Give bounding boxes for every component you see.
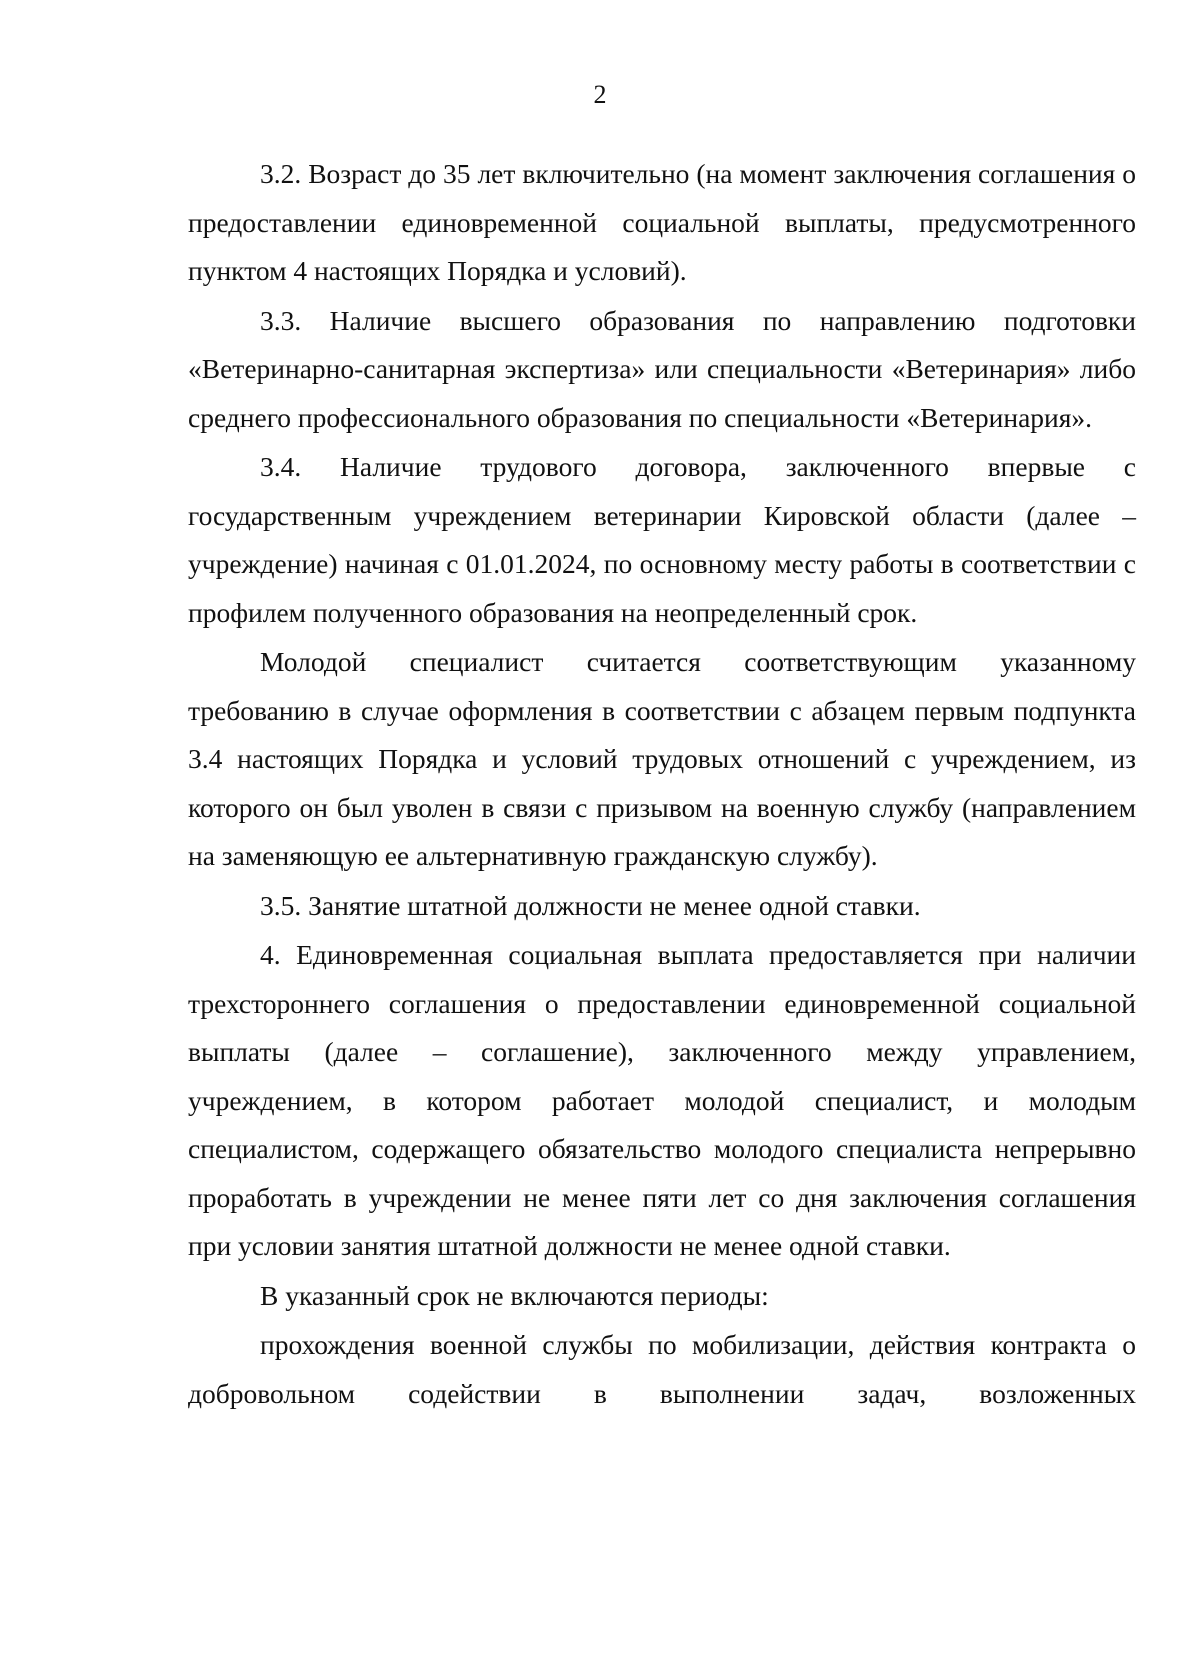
paragraph-3-2: 3.2. Возраст до 35 лет включительно (на момент заключения соглашения о предоставлении единовременной социальной выплаты, предусмотренного пунктом 4 настоящих Порядка и условий). (188, 158, 1136, 286)
document-body (188, 150, 1136, 1418)
page-number: 2 (593, 80, 607, 109)
paragraph-3-3: 3.3. Наличие высшего образования по направлению подготовки «Ветеринарно-санитарная экспертиза» или специальности «Ветеринария» либо среднего профессионального образования по специальности «Ветеринария». (188, 304, 1136, 433)
paragraph-4: 4. Единовременная социальная выплата предоставляется при наличии трехстороннего соглашения о предоставлении единовременной социальной выплаты (далее – соглашение), заключенного между управлением, учреждением, в котором работает молодой специалист, и молодым специалистом, содержащего обязательство молодого специалиста непрерывно проработать в учреждении не менее пяти лет со дня заключения соглашения при условии занятия штатной должности не менее одной ставки. (188, 939, 1136, 1261)
paragraph-excluded-periods: В указанный срок не включаются периоды: (260, 1279, 769, 1311)
paragraph-3-4: 3.4. Наличие трудового договора, заключенного впервые с государственным учреждением ветеринарии Кировской области (далее – учреждение) начиная с 01.01.2024, по основному месту работы в соответствии с профилем полученного образования на неопределенный срок. (188, 451, 1136, 628)
paragraph-military-service: прохождения военной службы по мобилизации, действия контракта о добровольном содействии в выполнении задач, возложенных (188, 1329, 1136, 1409)
paragraph-young-specialist: Молодой специалист считается соответствующим указанному требованию в случае оформления в соответствии с абзацем первым подпункта 3.4 настоящих Порядка и условий трудовых отношений с учреждением, из которого он был уволен в связи с призывом на военную службу (направлением на заменяющую ее альтернативную гражданскую службу). (188, 646, 1136, 871)
paragraph-3-5: 3.5. Занятие штатной должности не менее одной ставки. (260, 889, 921, 921)
